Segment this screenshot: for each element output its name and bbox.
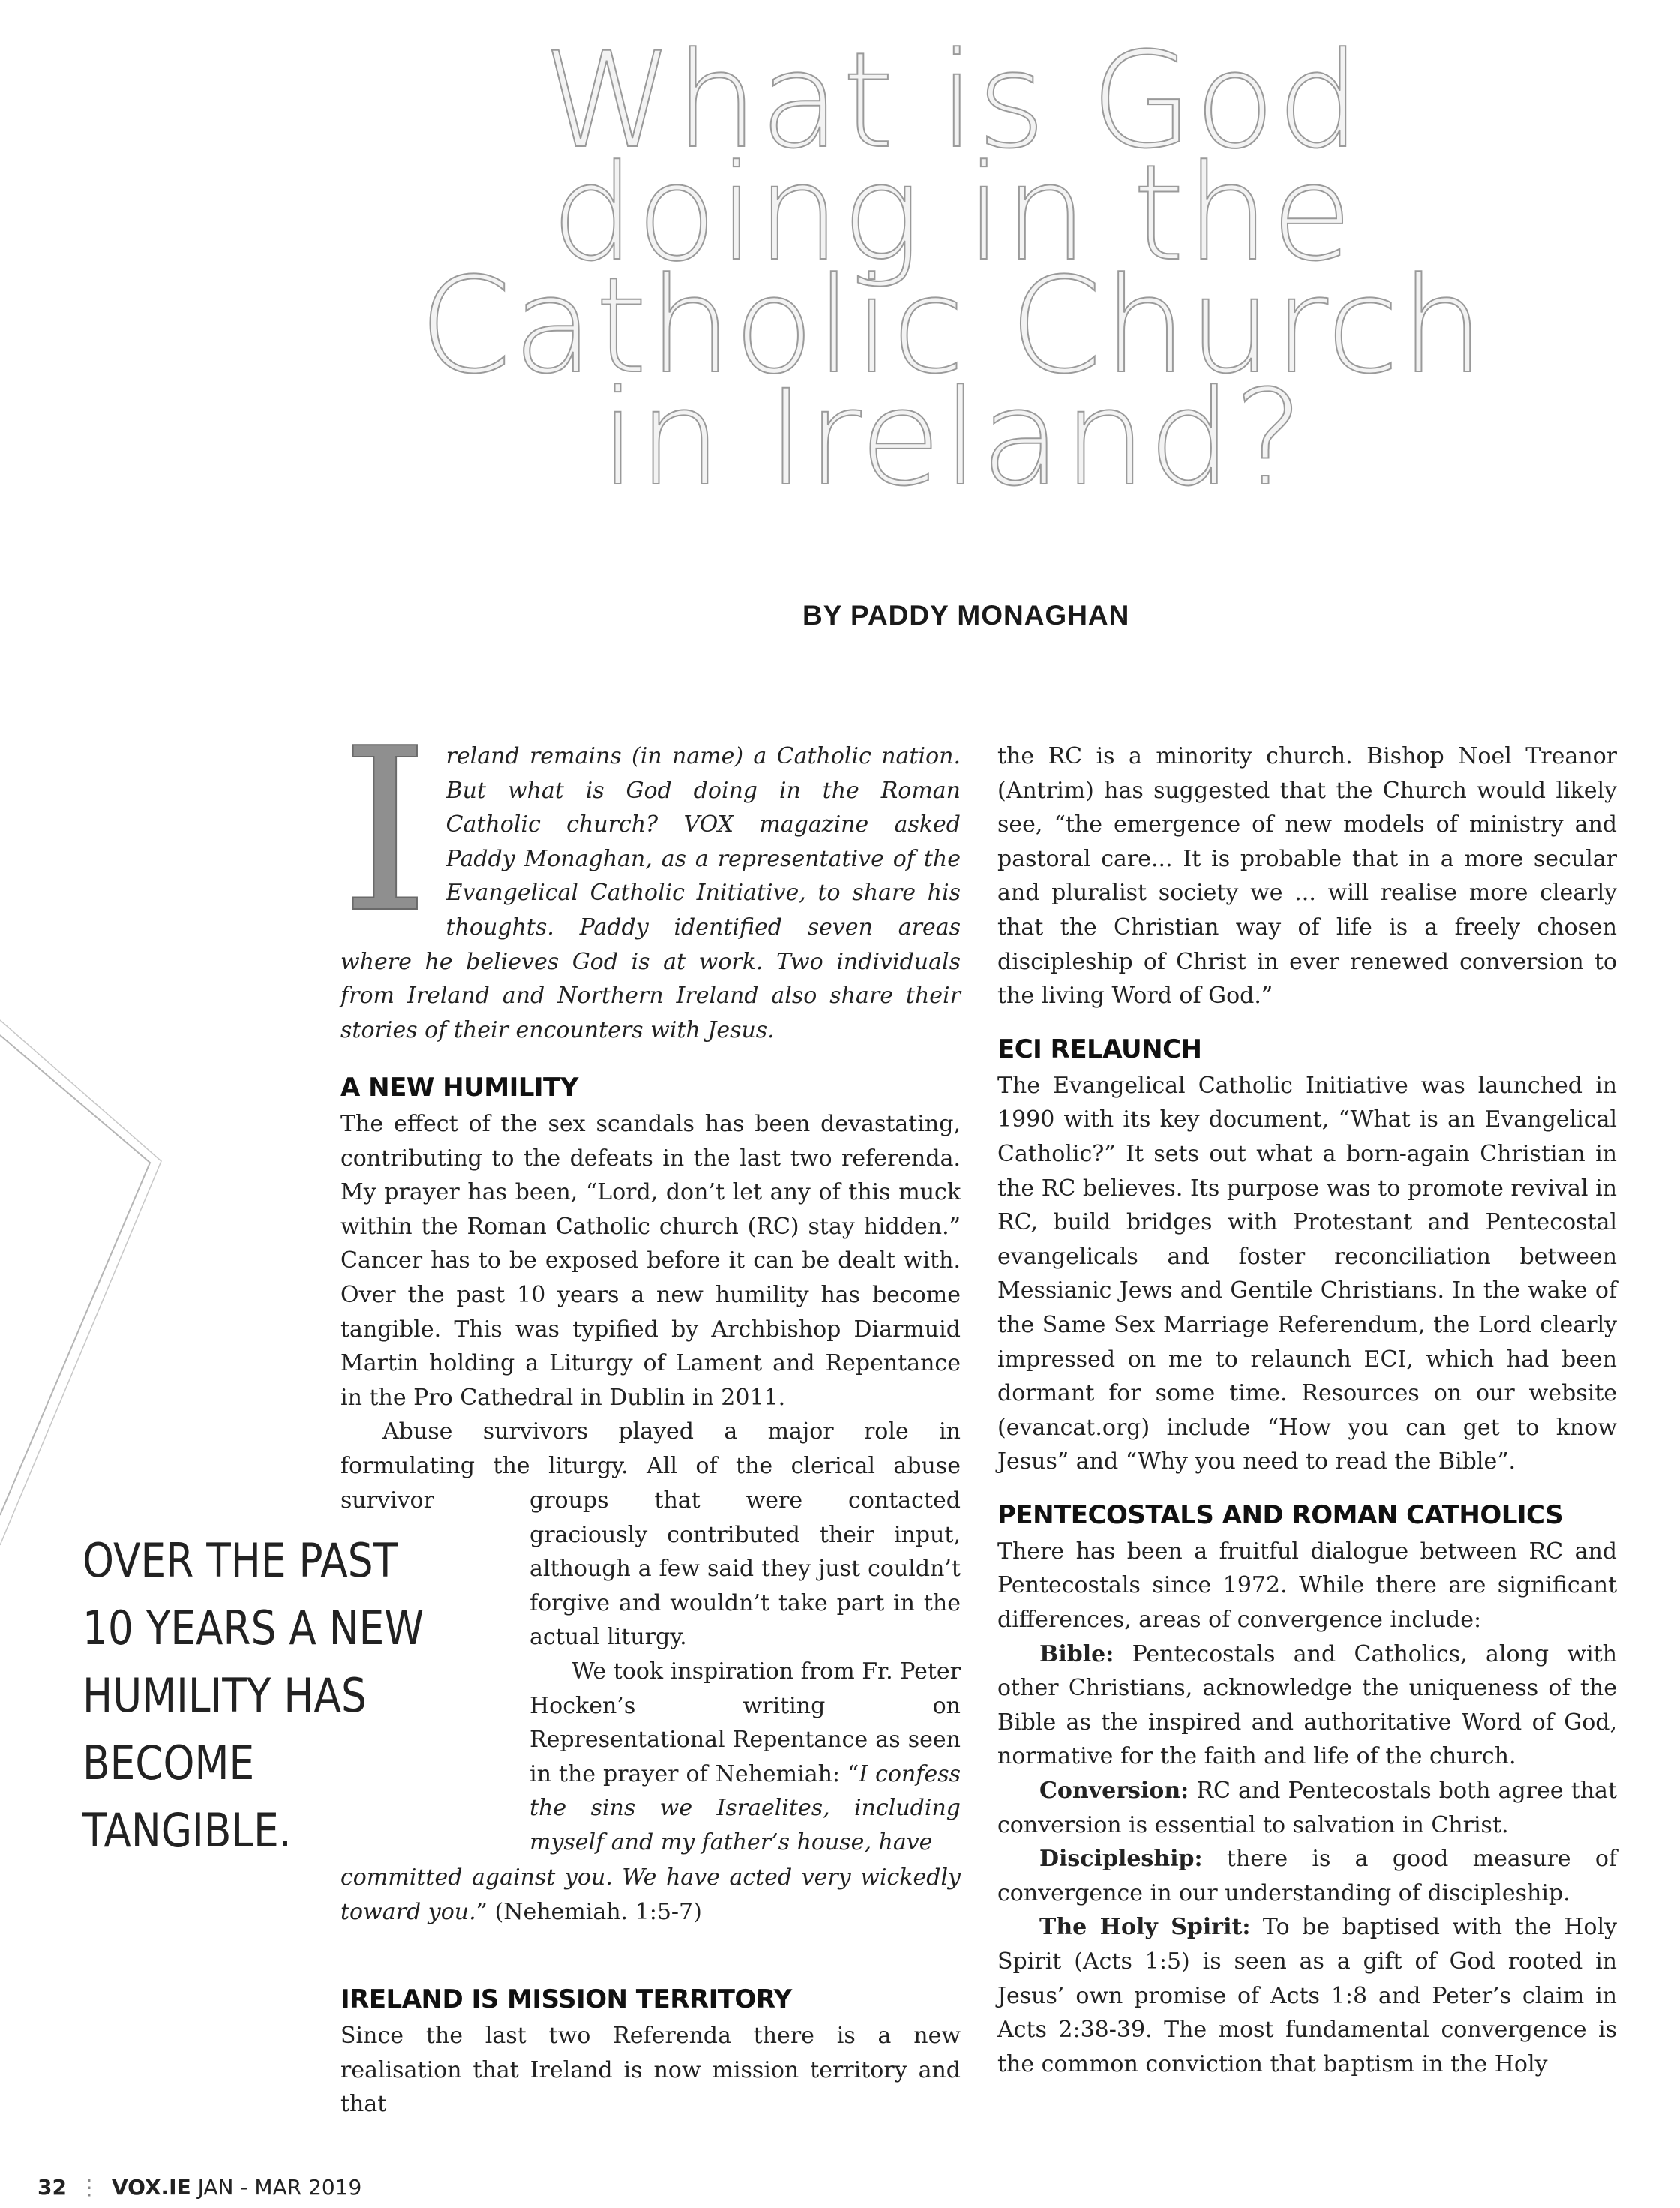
nehemiah-quote-end — [340, 1861, 961, 1929]
section-heading-eci: ECI RELAUNCH — [998, 1034, 1202, 1064]
section-new-humility — [340, 1071, 961, 1517]
paragraph: Abuse survivors played a major role in formulating the liturgy. All of the clerical abuse survivor — [340, 1418, 961, 1514]
intro-block — [340, 700, 961, 1047]
convergence-item-bible: Bible: Pentecostals and Catholics, along with other Christians, acknowledge the uniqueness of the Bible as the inspired and authoritative Word of God, normative for the faith and life of the church. — [998, 1640, 1617, 1770]
paragraph: The effect of the sex scandals has been devastating, contributing to the defeats in the last two referenda. My prayer has been, “Lord, don’t let any of this muck within the Roman Catholic church (RC) stay hidden.” Cancer has to be exposed before it can be dealt with. Over the past 10 years a new humility has become tangible. This was typified by Archbishop Diarmuid Martin holding a Liturgy of Lament and Repentance in the Pro Cathedral in Dublin in 2011. — [340, 1111, 961, 1411]
paragraph: The Evangelical Catholic Initiative was launched in 1990 with its key document, “What is an Evangelical Catholic?” It sets out what a born-again Christian in the RC believes. Its purpose was to promote revival in RC, build bridges with Protestant and Pentecostal evangelicals and foster reconciliation between Messianic Jews and Gentile Christians. In the wake of the Same Sex Marriage Referendum, the Lord clearly impressed on me to relaunch ECI, which had been dormant for some time. Resources on our website (evancat.org) include “How you can get to know Jesus” and “Why you need to read the Bible”. — [998, 1072, 1617, 1475]
pull-quote: OVER THE PAST 10 YEARS A NEW HUMILITY HAS BECOME TANGIBLE. — [82, 1533, 424, 1858]
paragraph: the RC is a minority church. Bishop Noel Treanor (Antrim) has suggested that the Church would likely see, “the emergence of new models of ministry and pastoral care... It is probable that in a more secular and pluralist society we ... will realise more clearly that the Christian way of life is a freely chosen discipleship of Christ in ever renewed conversion to the living Word of God.” — [998, 743, 1617, 1010]
byline: BY PADDY MONAGHAN — [802, 600, 1130, 631]
title-line-4: in Ireland? — [599, 362, 1306, 515]
section-mission-territory — [340, 1983, 961, 2122]
intro-paragraph — [340, 700, 961, 1047]
decorative-diamond-lines — [0, 990, 165, 1560]
section-heading-pentecostals: PENTECOSTALS AND ROMAN CATHOLICS — [998, 1499, 1564, 1530]
title-line-2: doing in the — [550, 136, 1354, 290]
right-column — [998, 740, 1617, 2081]
paragraph: We took inspiration from Fr. Peter Hocken’s writing on Representational Repentance as seen in the prayer of Nehemiah: “I confess the sins we Israelites, including myself and my father’s house, have — [530, 1658, 961, 1856]
convergence-item-discipleship: Discipleship: there is a good measure of convergence in our understanding of discipleship. — [998, 1846, 1617, 1906]
site-name: VOX.IE — [111, 2175, 191, 2200]
section-new-humility-continued — [530, 1484, 961, 1860]
article-title — [315, 24, 1590, 515]
page-number: 32 — [38, 2175, 67, 2200]
title-line-3: Catholic Church — [418, 249, 1486, 403]
section-heading: IRELAND IS MISSION TERRITORY — [340, 1984, 792, 2014]
convergence-item-holy-spirit: The Holy Spirit: To be baptised with the Holy Spirit (Acts 1:5) is seen as a gift of God rooted in Jesus’ own promise of Acts 1:8 and Peter’s claim in Acts 2:38-39. The most fundamental convergence is the common conviction that baptism in the Holy — [998, 1914, 1618, 2078]
paragraph: committed against you. We have acted very wickedly toward you.” (Nehemiah. 1:5-7) — [340, 1864, 961, 1925]
section-heading: A NEW HUMILITY — [340, 1072, 578, 1102]
footer-separator: ⋮ — [78, 2175, 100, 2200]
paragraph: Since the last two Referenda there is a new realisation that Ireland is now mission territory and that — [340, 2023, 961, 2118]
title-line-1: What is God — [542, 24, 1363, 178]
paragraph: There has been a fruitful dialogue between RC and Pentecostals since 1972. While there are significant differences, areas of convergence include: — [998, 1538, 1617, 1634]
convergence-item-conversion: Conversion: RC and Pentecostals both agree that conversion is essential to salvation in Christ. — [998, 1778, 1617, 1838]
page-footer — [38, 2175, 362, 2200]
issue-date: JAN - MAR 2019 — [197, 2175, 362, 2200]
drop-cap: I — [340, 700, 430, 962]
intro-text: reland remains (in name) a Catholic nation. But what is God doing in the Roman Catholic church? VOX magazine asked Paddy Monaghan, as a representative of the Evangelical Catholic Initiative, to share his thoughts. Paddy identified seven areas where he believes God is at work. Two individuals from Ireland and Northern Ireland also share their stories of their encounters with Jesus. — [340, 743, 961, 1043]
paragraph: groups that were contacted graciously contributed their input, although a few said they just couldn’t forgive and wouldn’t take part in the actual liturgy. — [530, 1487, 961, 1651]
